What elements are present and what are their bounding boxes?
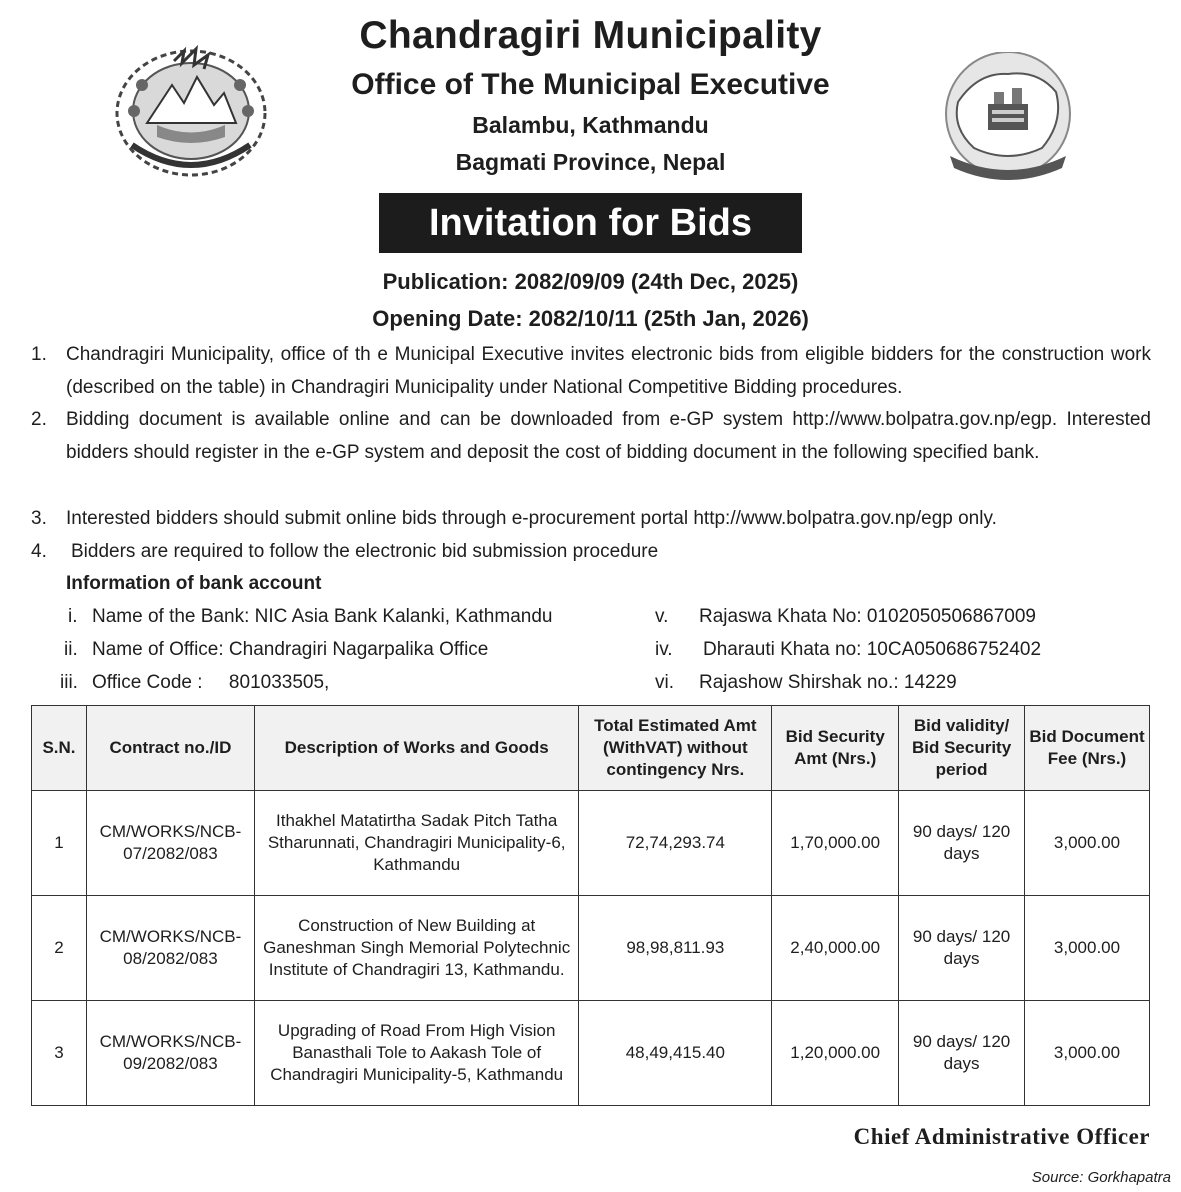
- table-cell: CM/WORKS/NCB-07/2082/083: [86, 791, 254, 896]
- item-number: 2.: [31, 409, 47, 430]
- bank-item-text: Dharauti Khata no: 10CA050686752402: [703, 639, 1042, 660]
- table-cell: Ithakhel Matatirtha Sadak Pitch Tatha Stharunnati, Chandragiri Municipality-6, Kathmandu: [254, 791, 579, 896]
- publication-date: Publication: 2082/09/09 (24th Dec, 2025): [382, 269, 799, 294]
- bank-item-number: iii.: [60, 672, 78, 693]
- bank-item-number: i.: [68, 606, 78, 627]
- bank-item-text: Rajashow Shirshak no.: 14229: [699, 672, 957, 693]
- table-cell: 3,000.00: [1025, 791, 1150, 896]
- bids-table: [31, 705, 1150, 1106]
- table-cell: 3: [32, 1001, 87, 1106]
- item-text: Interested bidders should submit online bids through e-procurement portal http://www.bolpatra.gov.np/egp only.: [66, 508, 997, 529]
- notice-banner: Invitation for Bids: [379, 193, 802, 253]
- table-cell: 1,70,000.00: [772, 791, 899, 896]
- bank-item-number: v.: [655, 606, 669, 627]
- address-line: Balambu, Kathmandu: [472, 112, 709, 138]
- table-cell: 3,000.00: [1025, 1001, 1150, 1106]
- table-cell: 48,49,415.40: [579, 1001, 772, 1106]
- signoff-title: Chief Administrative Officer: [853, 1124, 1150, 1149]
- table-cell: CM/WORKS/NCB-08/2082/083: [86, 896, 254, 1001]
- office-title: Office of The Municipal Executive: [351, 68, 830, 101]
- item-number: 1.: [31, 344, 47, 365]
- item-number: 3.: [31, 508, 47, 529]
- municipality-title: Chandragiri Municipality: [359, 14, 822, 57]
- bank-item-number: vi.: [655, 672, 674, 693]
- table-cell: 1: [32, 791, 87, 896]
- column-header: Contract no./ID: [86, 706, 254, 791]
- bank-info-heading: Information of bank account: [66, 573, 322, 594]
- bank-item-text: Office Code : 801033505,: [92, 672, 330, 693]
- bank-item-number: iv.: [655, 639, 673, 660]
- table-header-row: [32, 706, 1150, 791]
- column-header: Description of Works and Goods: [254, 706, 579, 791]
- table-cell: 90 days/ 120 days: [899, 896, 1025, 1001]
- table-cell: 90 days/ 120 days: [899, 791, 1025, 896]
- table-cell: Upgrading of Road From High Vision Banasthali Tole to Aakash Tole of Chandragiri Municipality-5, Kathmandu: [254, 1001, 579, 1106]
- item-text: Bidders are required to follow the electronic bid submission procedure: [71, 541, 659, 562]
- table-row: [32, 791, 1150, 896]
- table-cell: CM/WORKS/NCB-09/2082/083: [86, 1001, 254, 1106]
- bank-item-text: Name of Office: Chandragiri Nagarpalika Office: [92, 639, 489, 660]
- column-header: Bid validity/ Bid Security period: [899, 706, 1025, 791]
- bank-item-text: Name of the Bank: NIC Asia Bank Kalanki, Kathmandu: [92, 606, 553, 627]
- opening-date: Opening Date: 2082/10/11 (25th Jan, 2026): [372, 306, 809, 331]
- column-header: Total Estimated Amt (WithVAT) without contingency Nrs.: [579, 706, 772, 791]
- bank-item-number: ii.: [64, 639, 78, 660]
- province-line: Bagmati Province, Nepal: [455, 149, 726, 175]
- item-number: 4.: [31, 541, 47, 562]
- table-row: [32, 1001, 1150, 1106]
- table-row: [32, 896, 1150, 1001]
- table-cell: 2: [32, 896, 87, 1001]
- item-text: Chandragiri Municipality, office of th e Municipal Executive invites electronic bids from eligible bidders for the construction work (described on the table) in Chandragiri Municipality under National Competitive Bidding procedures.: [66, 344, 1151, 398]
- table-cell: 1,20,000.00: [772, 1001, 899, 1106]
- column-header: S.N.: [32, 706, 87, 791]
- column-header: Bid Document Fee (Nrs.): [1025, 706, 1150, 791]
- table-cell: 90 days/ 120 days: [899, 1001, 1025, 1106]
- table-cell: Construction of New Building at Ganeshman Singh Memorial Polytechnic Institute of Chandragiri 13, Kathmandu.: [254, 896, 579, 1001]
- item-text: Bidding document is available online and can be downloaded from e-GP system http://www.bolpatra.gov.np/egp. Interested bidders should register in the e-GP system and deposit the cost of bidding document in the following specified bank.: [66, 409, 1151, 463]
- table-cell: 2,40,000.00: [772, 896, 899, 1001]
- table-cell: 3,000.00: [1025, 896, 1150, 1001]
- table-cell: 72,74,293.74: [579, 791, 772, 896]
- bank-item-text: Rajaswa Khata No: 0102050506867009: [699, 606, 1036, 627]
- table-cell: 98,98,811.93: [579, 896, 772, 1001]
- column-header: Bid Security Amt (Nrs.): [772, 706, 899, 791]
- source-credit: Source: Gorkhapatra: [1031, 1169, 1171, 1186]
